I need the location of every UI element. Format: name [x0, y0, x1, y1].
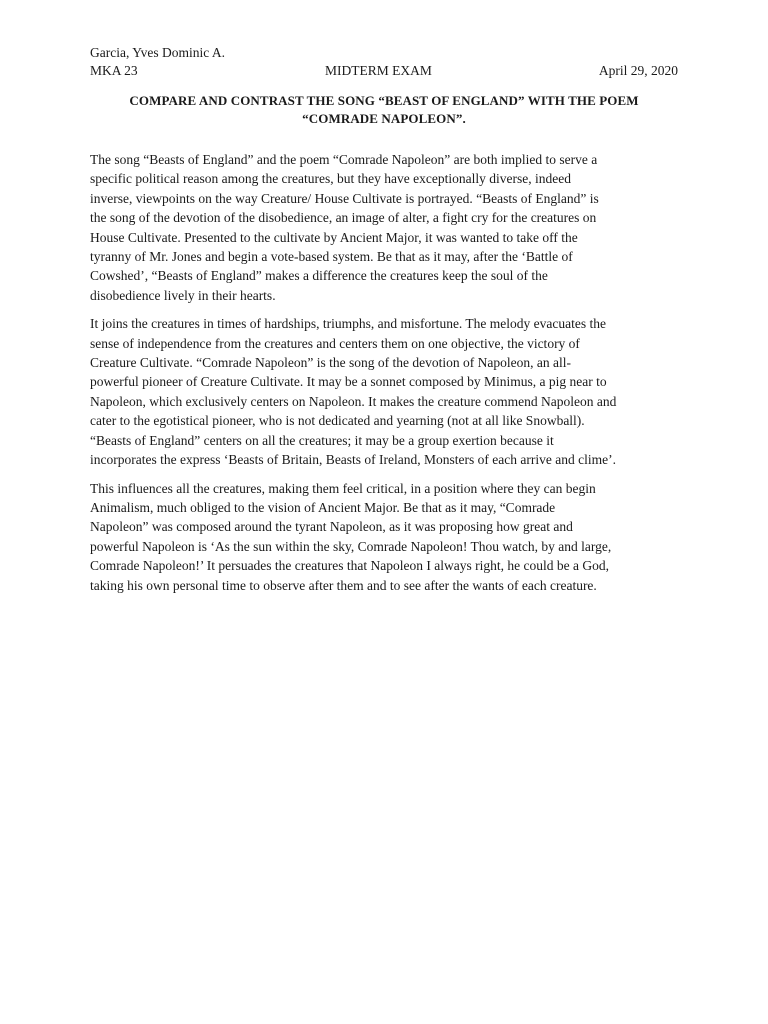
text-line: Comrade Napoleon!’ It persuades the creatures that Napoleon I always right, he could be a God, [90, 558, 609, 574]
essay-title [90, 92, 678, 128]
text-line: powerful pioneer of Creature Cultivate. It may be a sonnet composed by Minimus, a pig near to [90, 374, 607, 390]
author-name: Garcia, Yves Dominic A. [90, 45, 225, 60]
text-line: The song “Beasts of England” and the poem “Comrade Napoleon” are both implied to serve a [90, 152, 598, 167]
text-line: House Cultivate. Presented to the cultivate by Ancient Major, it was wanted to take off the [90, 229, 578, 245]
text-line: Creature Cultivate. “Comrade Napoleon” is the song of the devotion of Napoleon, an all- [90, 355, 571, 371]
document-page [90, 44, 678, 604]
text-line: tyranny of Mr. Jones and begin a vote-based system. Be that as it may, after the ‘Battle of [90, 249, 573, 265]
text-line: incorporates the express ‘Beasts of Britain, Beasts of Ireland, Monsters of each arrive and clime’. [90, 452, 616, 468]
text-line: Cowshed’, “Beasts of England” makes a difference the creatures keep the soul of the [90, 268, 548, 284]
text-line: This influences all the creatures, making them feel critical, in a position where they can begin [90, 480, 596, 496]
class-section: MKA 23 [90, 63, 138, 78]
essay-body [90, 150, 678, 595]
text-line: the song of the devotion of the disobedience, an image of alter, a fight cry for the creatures on [90, 210, 597, 226]
exam-date: April 29, 2020 [598, 63, 678, 78]
paragraph [90, 150, 678, 305]
text-line: Animalism, much obliged to the vision of Ancient Major. Be that as it may, “Comrade [90, 499, 556, 515]
text-line: It joins the creatures in times of hardships, triumphs, and misfortune. The melody evacuates the [90, 316, 606, 332]
text-line: cater to the egotistical pioneer, who is not dedicated and yearning (not at all like Snowball). [90, 413, 585, 429]
paragraph [90, 314, 678, 469]
text-line: Napoleon” was composed around the tyrant Napoleon, as it was proposing how great and [90, 519, 573, 535]
text-line: specific political reason among the creatures, but they have exceptionally diverse, indeed [90, 171, 571, 187]
text-line: powerful Napoleon is ‘As the sun within the sky, Comrade Napoleon! Thou watch, by and large, [90, 538, 612, 554]
essay-title-line: COMPARE AND CONTRAST THE SONG “BEAST OF ENGLAND” WITH THE POEM [129, 93, 639, 108]
exam-label: MIDTERM EXAM [325, 63, 432, 78]
text-line: inverse, viewpoints on the way Creature/ House Cultivate is portrayed. “Beasts of England” is [90, 190, 599, 206]
text-line: “Beasts of England” centers on all the creatures; it may be a group exertion because it [90, 432, 554, 448]
essay-title-line: “COMRADE NAPOLEON”. [302, 111, 466, 126]
text-line: Napoleon, which exclusively centers on Napoleon. It makes the creature commend Napoleon and [90, 393, 617, 409]
paragraph [90, 479, 678, 595]
text-line: sense of independence from the creatures and centers them on one objective, the victory of [90, 335, 580, 351]
text-line: taking his own personal time to observe after them and to see after the wants of each creature. [90, 577, 597, 593]
header-row [90, 62, 678, 80]
text-line: disobedience lively in their hearts. [90, 287, 276, 303]
